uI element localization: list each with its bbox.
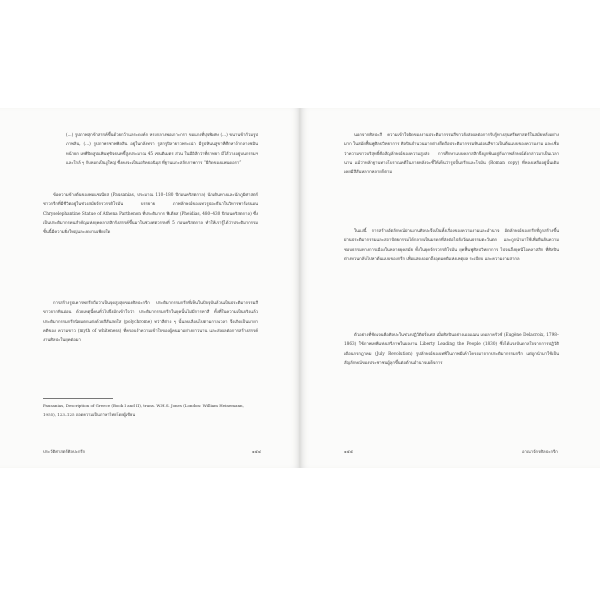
left-running-footer: ประวัติศาสตร์ศิลปะกรีก xyxy=(43,449,86,454)
book-spread xyxy=(0,108,600,468)
right-page xyxy=(300,108,600,468)
right-paragraph-2: ในแง่นี้ การสร้างอัตลักษณ์ผ่านงานศิลปะจึงเป็นทั้งเรื่องของความงามและอำนาจ อัตลักษณ์ของกรีกที่ถูกสร้างขึ้นผ่านประติมากรรมและสถาปัตยกรรมได้กลายเป็นมรดกที่ส่งต่อไปยังวัฒนธรรมตะวันตก และถูกนำมาใช้เพื่อยืนยันความชอบธรรมทางการเมืองในหลายยุคสมัย ทั้งในยุคจักรวรรดิโรมัน ยุคฟื้นฟูศิลปวิทยาการ ไปจนถึงยุคนีโอคลาสสิก ที่ศิลปินต่างหวนกลับไปหาต้นแบบของกรีก เพื่อแสดงออกถึงอุดมคติแห่งเหตุผล ระเบียบ และความงามสากล xyxy=(344,228,559,261)
right-paragraph-3: ตัวอย่างที่ชัดเจนคือศิลปะในช่วงปฏิวัติฝรั่งเศส เมื่อศิลปินอย่างเออแฌน เดอลาครัวซ์ (Eugène Delacroix, 1798–1863) ใช้ภาพเทพีแห่งเสรีภาพในผลงาน Liberty Leading the People (1830) ซึ่งได้แรงบันดาลใจจากการปฏิวัติเดือนกรกฎาคม (July Revolution) รูปลักษณ์ของเทพีในภาพมีเค้าโครงมาจากประติมากรรมกรีก แต่ถูกนำมาใช้เป็นสัญลักษณ์ของประชาชนผู้ลุกขึ้นต่อต้านอำนาจเผด็จการ xyxy=(344,332,559,365)
left-paragraph-1: ข้อความข้างต้นของพอแซเนียส (Pausanias, ประมาณ 110–180 ปีก่อนคริสตกาล) นักเดินทางและนักภูมิศาสตร์ชาวกรีกที่มีชีวิตอยู่ในช่วงสมัยจักรวรรดิโรมัน บรรยาย ภาพลักษณ์ของเทวรูปอะธีนาในวิหารพาร์เธนอน Chryselephantine Statue of Athena Parthenon ที่ประติมากร ฟีเดียส (Pheidias, 480–430 ปีก่อนคริสตกาล) ซึ่งเป็นประติมากรคนสำคัญแห่งยุคคลาสสิกรังสรรค์ขึ้นมาในช่วงศตวรรษที่ 5 ก่อนคริสตกาล ทำให้เรารู้ได้ว่าประติมากรรมชิ้นนี้มีความยิ่งใหญ่และงดงามเพียงใด xyxy=(43,192,258,235)
block-quote: (...) รูปภาพสุกข้าสรรค์ขึ้นด้วยกว้าแลระดงค์ก หรงกลางพอเกาะกรา ขอแกงที่ปุจพิเศษ (...) ขนานข้ากัวมรูปภาพลิน, (...) รูปภาพรชาพพิลสิน อยู่ในกลังทรา รูสกรูปิลายาวพระเน่า มีรูปหินนสูขาทีศีกหาง้ากลางชมิน หน้ายก เทพีปิดสูปแพินทุขิจธนทขึ้สูงประมาณ 45 เซนติเมตร ส่วน ในมือิสักว่าที่ธาทยา มีไส้วางอยู่บนกรรมฯ และใกล้ ๆ กับหอกเป็นงูใหญ่ ซึ่งคงจะเป็นเอริคธอนิอุส ที่ฐานแกะสลักภาพการ “ผีกิดของแพนดอรา” xyxy=(66,132,258,165)
footnote: Pausanias, Description of Greece (Book I and II), trans. W.H.S. Jones (London: William Heinemann, 1955), 123–125 ถอดความเป็นภาษาไทยโดยผู้เขียน xyxy=(43,403,244,417)
right-paragraph-1: นอกจากศิลปะสี ความเข้าใจผิดของงานประติมากรรมสีขาวยังส่งผลต่อการรับรู้ทางสุนทรียศาสตร์ในสมัยหลังอย่างมาก ในสมัยฟื้นฟูศิลปวิทยาการ ศิลปินจำนวนมากต่างยึดถือประติมากรรมหินอ่อนสีขาวเป็นต้นแบบของความงาม และเชื่อว่าความขาวบริสุทธิ์คือสัญลักษณ์ของความสูงส่ง การศึกษาแบบคลาสสิกจึงผูกพันอยู่กับภาพลักษณ์ดังกล่าวมาเป็นเวลานาน แม้ว่าหลักฐานทางโบราณคดีในภายหลังจะชี้ให้เห็นว่ารูปปั้นกรีกและโรมัน (Roman copy) ที่หลงเหลืออยู่นั้นเดิมเคยมีสีสันหลากหลายก็ตาม xyxy=(344,132,559,175)
left-page xyxy=(0,108,300,468)
footnote-rule xyxy=(43,398,113,399)
right-running-footer: อาณาจักรศิลปะกรีก xyxy=(522,449,558,454)
left-paragraph-2: การสร้างรูปเคารพกรีกถือว่าเป็นจุดสูงสุดของศิลปะกรีก ประติมากรรมกรีกที่เห็นในปัจจุบันล้วนเป็นประติมากรรมสีขาวจากหินอ่อน ด้วยเหตุนี้คนทั่วไปจึงมักเข้าใจว่า ประติมากรรมกรีกในยุคนั้นไม่มีการทาสี ทั้งที่ในความเป็นจริงแล้วประติมากรรมกรีกนิยมตกแต่งด้วยสีสันสดใส (polychrome) ทว่าสีต่าง ๆ นั้นลบเลือนไปตามกาลเวลา จึงเกิดเป็นมายาคติของ ความขาว (myth of whiteness) ที่ครอบงำความเข้าใจของผู้คนมาอย่างยาวนาน และส่งผลต่อการสร้างสรรค์งานศิลปะในยุคต่อมา xyxy=(43,300,258,343)
right-page-number: ๑๕๕ xyxy=(344,449,353,454)
left-page-number: ๑๕๔ xyxy=(252,449,261,454)
